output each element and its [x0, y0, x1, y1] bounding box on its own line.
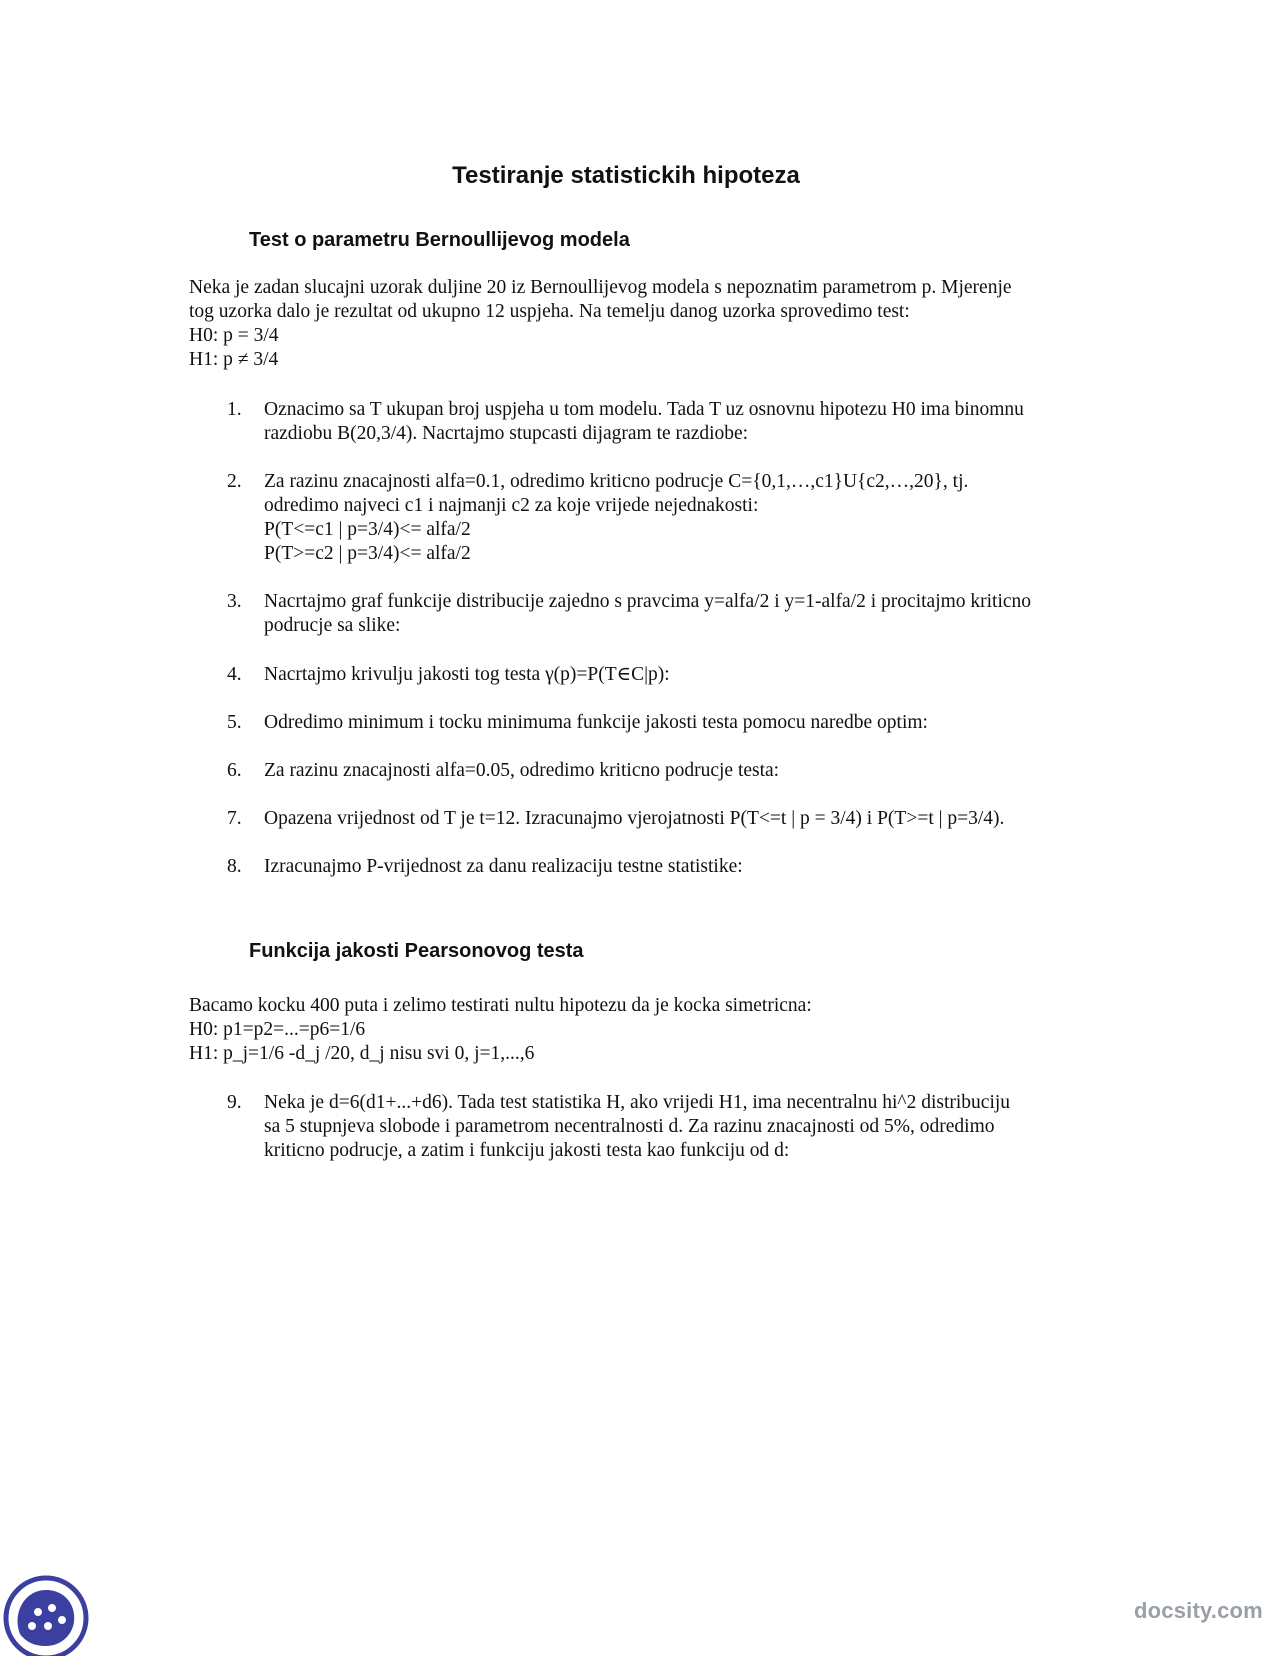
item-number: 8. — [227, 856, 242, 877]
text-line: Nacrtajmo krivulju jakosti tog testa γ(p)=P(T∈C|p): — [264, 664, 670, 685]
text-line: odredimo najveci c1 i najmanji c2 za koje vrijede nejednakosti: — [264, 495, 759, 516]
hypothesis-h1: H1: p_j=1/6 -d_j /20, d_j nisu svi 0, j=1,...,6 — [189, 1043, 535, 1064]
text-line: Izracunajmo P-vrijednost za danu realizaciju testne statistike: — [264, 856, 743, 877]
text-line: Neka je d=6(d1+...+d6). Tada test statistika H, ako vrijedi H1, ima necentralnu hi^2 distribuciju — [264, 1092, 1011, 1113]
text-line: kriticno podrucje, a zatim i funkciju jakosti testa kao funkciju od d: — [264, 1140, 790, 1161]
page-title: Testiranje statistickih hipoteza — [452, 162, 800, 189]
item-number: 3. — [227, 591, 242, 612]
text-line: tog uzorka dalo je rezultat od ukupno 12 uspjeha. Na temelju danog uzorka sprovedimo test: — [189, 301, 910, 322]
item-number: 4. — [227, 664, 242, 685]
text-line: Oznacimo sa T ukupan broj uspjeha u tom modelu. Tada T uz osnovnu hipotezu H0 ima binomnu — [264, 399, 1024, 420]
text-line: razdiobu B(20,3/4). Nacrtajmo stupcasti dijagram te razdiobe: — [264, 423, 749, 444]
text-line: Opazena vrijednost od T je t=12. Izracunajmo vjerojatnosti P(T<=t | p = 3/4) i P(T>=t | p=3/4). — [264, 808, 1005, 829]
section-heading-pearson: Funkcija jakosti Pearsonovog testa — [249, 940, 584, 962]
item-number: 1. — [227, 399, 242, 420]
text-line: Neka je zadan slucajni uzorak duljine 20 iz Bernoullijevog modela s nepoznatim parametrom p. Mjerenje — [189, 277, 1012, 298]
intro-paragraph-pearson — [189, 994, 1109, 1066]
text-line: Odredimo minimum i tocku minimuma funkcije jakosti testa pomocu naredbe optim: — [264, 712, 928, 733]
text-line: P(T>=c2 | p=3/4)<= alfa/2 — [264, 543, 471, 564]
text-line: podrucje sa slike: — [264, 615, 401, 636]
docsity-logo-icon[interactable] — [2, 1574, 90, 1656]
text-line: Za razinu znacajnosti alfa=0.05, odredimo kriticno podrucje testa: — [264, 760, 780, 781]
text-line: Bacamo kocku 400 puta i zelimo testirati nultu hipotezu da je kocka simetricna: — [189, 995, 812, 1016]
text-line: Nacrtajmo graf funkcije distribucije zajedno s pravcima y=alfa/2 i y=1-alfa/2 i procitajmo kriticno — [264, 591, 1032, 612]
hypothesis-h0: H0: p1=p2=...=p6=1/6 — [189, 1019, 366, 1040]
docsity-logo-graphic — [2, 1574, 90, 1656]
hypothesis-h0: H0: p = 3/4 — [189, 325, 279, 346]
section-heading-bernoulli: Test o parametru Bernoullijevog modela — [249, 229, 630, 251]
intro-paragraph-bernoulli — [189, 276, 1109, 372]
item-number: 7. — [227, 808, 242, 829]
hypothesis-h1: H1: p ≠ 3/4 — [189, 349, 279, 370]
item-number: 5. — [227, 712, 242, 733]
docsity-brand-link[interactable]: docsity.com — [1134, 1598, 1263, 1623]
item-number: 6. — [227, 760, 242, 781]
item-number: 9. — [227, 1092, 242, 1113]
text-line: sa 5 stupnjeva slobode i parametrom necentralnosti d. Za razinu znacajnosti od 5%, odredimo — [264, 1116, 995, 1137]
text-line: P(T<=c1 | p=3/4)<= alfa/2 — [264, 519, 471, 540]
item-number: 2. — [227, 471, 242, 492]
text-line: Za razinu znacajnosti alfa=0.1, odredimo kriticno podrucje C={0,1,…,c1}U{c2,…,20}, tj. — [264, 471, 969, 492]
